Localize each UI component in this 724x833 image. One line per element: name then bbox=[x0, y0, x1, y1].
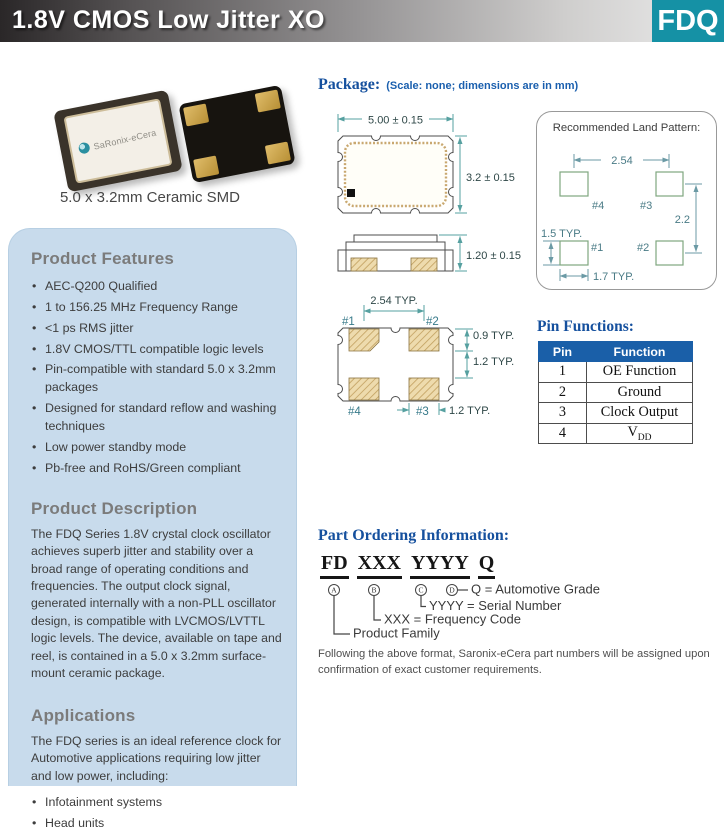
pin1-marker bbox=[347, 189, 355, 197]
callout-mark-a: A bbox=[331, 585, 337, 595]
dim-pad-width: 1.2 TYP. bbox=[449, 405, 491, 417]
table-header-row bbox=[539, 342, 693, 362]
vdd-subscript: DD bbox=[637, 432, 652, 443]
callout-mark-c: C bbox=[418, 585, 424, 595]
callout-label-family: Product Family bbox=[353, 625, 440, 641]
pin-function bbox=[587, 423, 693, 444]
chip-face bbox=[63, 98, 172, 183]
side-view-drawing bbox=[338, 235, 521, 271]
product-photo bbox=[55, 88, 290, 188]
part-segment-family: FD bbox=[320, 552, 349, 579]
feature-item: • Low power standby mode bbox=[31, 439, 282, 457]
feature-item: • 1.8V CMOS/TTL compatible logic levels bbox=[31, 341, 282, 359]
pin-number: 2 bbox=[539, 382, 587, 403]
pin-function: OE Function bbox=[587, 362, 693, 383]
dim-row-gap: 1.2 TYP. bbox=[473, 356, 515, 368]
dim-pad-height: 0.9 TYP. bbox=[473, 330, 515, 342]
package-drawing bbox=[320, 101, 535, 446]
part-segment-serial: YYYY bbox=[410, 552, 470, 579]
pad-label-3: #3 bbox=[416, 406, 429, 418]
land-label-2: #2 bbox=[637, 242, 650, 254]
land-pattern-box bbox=[536, 111, 717, 290]
land-dim-pitch-x: 2.54 bbox=[611, 155, 633, 167]
feature-item: • AEC-Q200 Qualified bbox=[31, 278, 282, 296]
pin-function: Ground bbox=[587, 382, 693, 403]
table-row bbox=[539, 403, 693, 424]
table-row bbox=[539, 362, 693, 383]
land-label-3: #3 bbox=[640, 200, 653, 212]
chip-brand-label: SaRonix-eCera bbox=[92, 127, 158, 152]
ordering-callouts bbox=[315, 580, 720, 650]
pin-number: 4 bbox=[539, 423, 587, 444]
seal-ring bbox=[345, 143, 446, 206]
feature-item: • <1 ps RMS jitter bbox=[31, 320, 282, 338]
callout-mark-b: B bbox=[371, 585, 377, 595]
dim-body-height: 3.2 ± 0.15 bbox=[466, 172, 515, 184]
land-pad-2 bbox=[656, 241, 683, 265]
top-view-drawing bbox=[338, 114, 515, 213]
description-heading: Product Description bbox=[31, 498, 198, 518]
land-pad-4 bbox=[560, 172, 588, 196]
features-heading: Product Features bbox=[31, 249, 175, 268]
features-list bbox=[31, 278, 282, 478]
part-segment-grade: Q bbox=[478, 552, 496, 579]
land-pad-1 bbox=[560, 241, 588, 265]
pad-label-4: #4 bbox=[348, 406, 361, 418]
brand-logo: FDQ bbox=[652, 0, 724, 42]
callout-mark-d: D bbox=[449, 585, 455, 595]
bottom-view-drawing bbox=[338, 295, 514, 418]
callout-label-serial: YYYY = Serial Number bbox=[429, 598, 562, 613]
chip-top-photo bbox=[53, 90, 183, 193]
pin-number: 3 bbox=[539, 403, 587, 424]
applications-heading: Applications bbox=[31, 705, 136, 725]
column-header-function: Function bbox=[587, 342, 693, 362]
dim-pad-pitch: 2.54 TYP. bbox=[370, 295, 418, 307]
dim-side-height: 1.20 ± 0.15 bbox=[466, 250, 521, 262]
table-row bbox=[539, 382, 693, 403]
feature-item: • 1 to 156.25 MHz Frequency Range bbox=[31, 299, 282, 317]
package-heading bbox=[318, 76, 578, 94]
gold-pad bbox=[183, 103, 209, 126]
pin-functions-heading: Pin Functions: bbox=[537, 318, 634, 335]
callout-label-frequency: XXX = Frequency Code bbox=[384, 611, 521, 627]
pad-label-1: #1 bbox=[342, 316, 355, 328]
package-heading-label: Package: bbox=[318, 76, 381, 93]
part-segment-frequency: XXX bbox=[357, 552, 402, 579]
table-row bbox=[539, 423, 693, 444]
chip-bottom-photo bbox=[178, 85, 295, 183]
applications-intro: The FDQ series is an ideal reference clock for Automotive applications requiring low jitter and low power, including: bbox=[31, 733, 282, 783]
page-title: 1.8V CMOS Low Jitter XO bbox=[12, 6, 325, 34]
column-header-pin: Pin bbox=[539, 342, 587, 362]
feature-item: • Pin-compatible with standard 5.0 x 3.2mm packages bbox=[31, 361, 282, 397]
vdd-main: V bbox=[627, 423, 638, 440]
pin-functions-table bbox=[538, 341, 693, 444]
feature-item: • Designed for standard reflow and washing techniques bbox=[31, 400, 282, 436]
ordering-heading: Part Ordering Information: bbox=[318, 527, 510, 544]
product-caption: 5.0 x 3.2mm Ceramic SMD bbox=[59, 189, 241, 206]
package-scale-note: (Scale: none; dimensions are in mm) bbox=[386, 80, 579, 92]
gold-pad bbox=[193, 155, 219, 178]
part-number bbox=[320, 552, 495, 579]
pad-label-2: #2 bbox=[426, 316, 439, 328]
ordering-note: Following the above format, Saronix-eCera part numbers will be assigned upon confirmation of exact customer requirements. bbox=[318, 648, 710, 677]
land-dim-pad-width: 1.7 TYP. bbox=[593, 271, 635, 283]
pin-number: 1 bbox=[539, 362, 587, 383]
land-pattern-drawing bbox=[537, 139, 717, 289]
callout-label-grade: Q = Automotive Grade bbox=[471, 581, 600, 597]
land-dim-pitch-y: 2.2 bbox=[674, 214, 690, 226]
land-pattern-title: Recommended Land Pattern: bbox=[552, 122, 701, 134]
land-pad-3 bbox=[656, 172, 683, 196]
applications-list bbox=[31, 794, 282, 833]
description-text: The FDQ Series 1.8V crystal clock oscillator achieves superb jitter and stability over a broad range of operating conditions and frequencies. The output clock signal, generated internally with a non-PLL oscillator design, is compatible with LVCMOS/LVTTL logic levels. The device, available on tape and reel, is contained in a 5.0 x 3.2mm surface-mount ceramic package. bbox=[31, 526, 282, 681]
feature-item: • Pb-free and RoHS/Green compliant bbox=[31, 460, 282, 478]
application-item: • Infotainment systems bbox=[31, 794, 282, 812]
gold-pad bbox=[265, 142, 291, 165]
pin-function: Clock Output bbox=[587, 403, 693, 424]
land-dim-pad-height: 1.5 TYP. bbox=[541, 228, 583, 240]
land-label-1: #1 bbox=[591, 242, 604, 254]
land-label-4: #4 bbox=[592, 200, 605, 212]
header-bar bbox=[0, 0, 724, 42]
left-info-panel bbox=[8, 228, 297, 830]
dim-body-width: 5.00 ± 0.15 bbox=[368, 114, 423, 127]
gold-pad bbox=[255, 90, 281, 113]
application-item: • Head units bbox=[31, 815, 282, 833]
saronix-logo-icon bbox=[78, 141, 91, 154]
